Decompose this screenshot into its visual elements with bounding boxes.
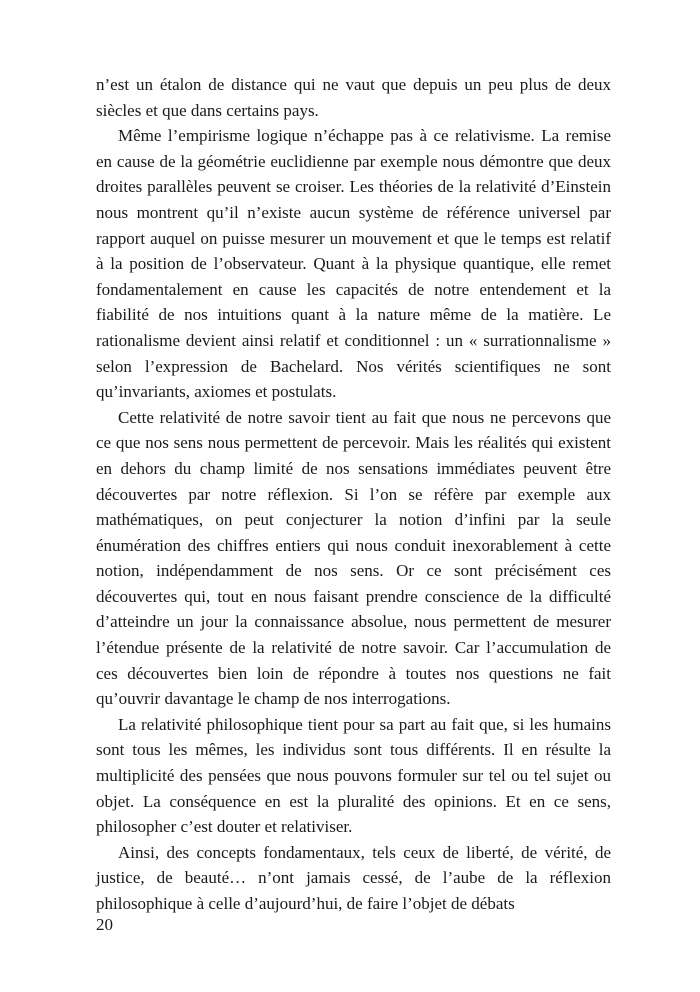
- paragraph-continuation: n’est un étalon de distance qui ne vaut que depuis un peu plus de deux siècles et que dans certains pays.: [96, 75, 611, 120]
- paragraph-relativite-philosophique: La relativité philosophique tient pour sa part au fait que, si les humains sont tous les mêmes, les individus sont tous différents. Il en résulte la multiplicité des pensées que nous pouvons formuler sur tel ou tel sujet ou objet. La conséquence en est la pluralité des opinions. Et en ce sens, philosopher c’est douter et relativiser.: [96, 714, 611, 837]
- page-number: 20: [96, 915, 113, 934]
- body-text: [96, 72, 611, 917]
- paragraph-empirisme: Même l’empirisme logique n’échappe pas à ce relativisme. La remise en cause de la géométrie euclidienne par exemple nous démontre que deux droites parallèles peuvent se croiser. Les théories de la relativité d’Einstein nous montrent qu’il n’existe aucun système de référence universel par rapport auquel on puisse mesurer un mouvement et que le temps est relatif à la position de l’observateur. Quant à la physique quantique, elle remet fondamentalement en cause les capacités de notre entendement et la fiabilité de nos intuitions quant à la nature même de la matière. Le rationalisme devient ainsi relatif et conditionnel : un « surrationnalisme » selon l’expression de Bachelard. Nos vérités scientifiques ne sont qu’invariants, axiomes et postulats.: [96, 126, 611, 402]
- paragraph-concepts: Ainsi, des concepts fondamentaux, tels ceux de liberté, de vérité, de justice, de beauté… n’ont jamais cessé, de l’aube de la réflexion philosophique à celle d’aujourd’hui, de faire l’objet de débats: [96, 842, 611, 913]
- paragraph-relativite-savoir: Cette relativité de notre savoir tient au fait que nous ne percevons que ce que nos sens nous permettent de percevoir. Mais les réalités qui existent en dehors du champ limité de nos sensations immédiates peuvent être découvertes par notre réflexion. Si l’on se réfère par exemple aux mathématiques, on peut conjecturer la notion d’infini par la seule énumération des chiffres entiers qui nous conduit inexorablement à cette notion, indépendamment de nos sens. Or ce sont précisément ces découvertes qui, tout en nous faisant prendre conscience de la difficulté d’atteindre un jour la connaissance absolue, nous permettent de mesurer l’étendue présente de la relativité de notre savoir. Car l’accumulation de ces découvertes bien loin de répondre à toutes nos questions ne fait qu’ouvrir davantage le champ de nos interrogations.: [96, 407, 611, 709]
